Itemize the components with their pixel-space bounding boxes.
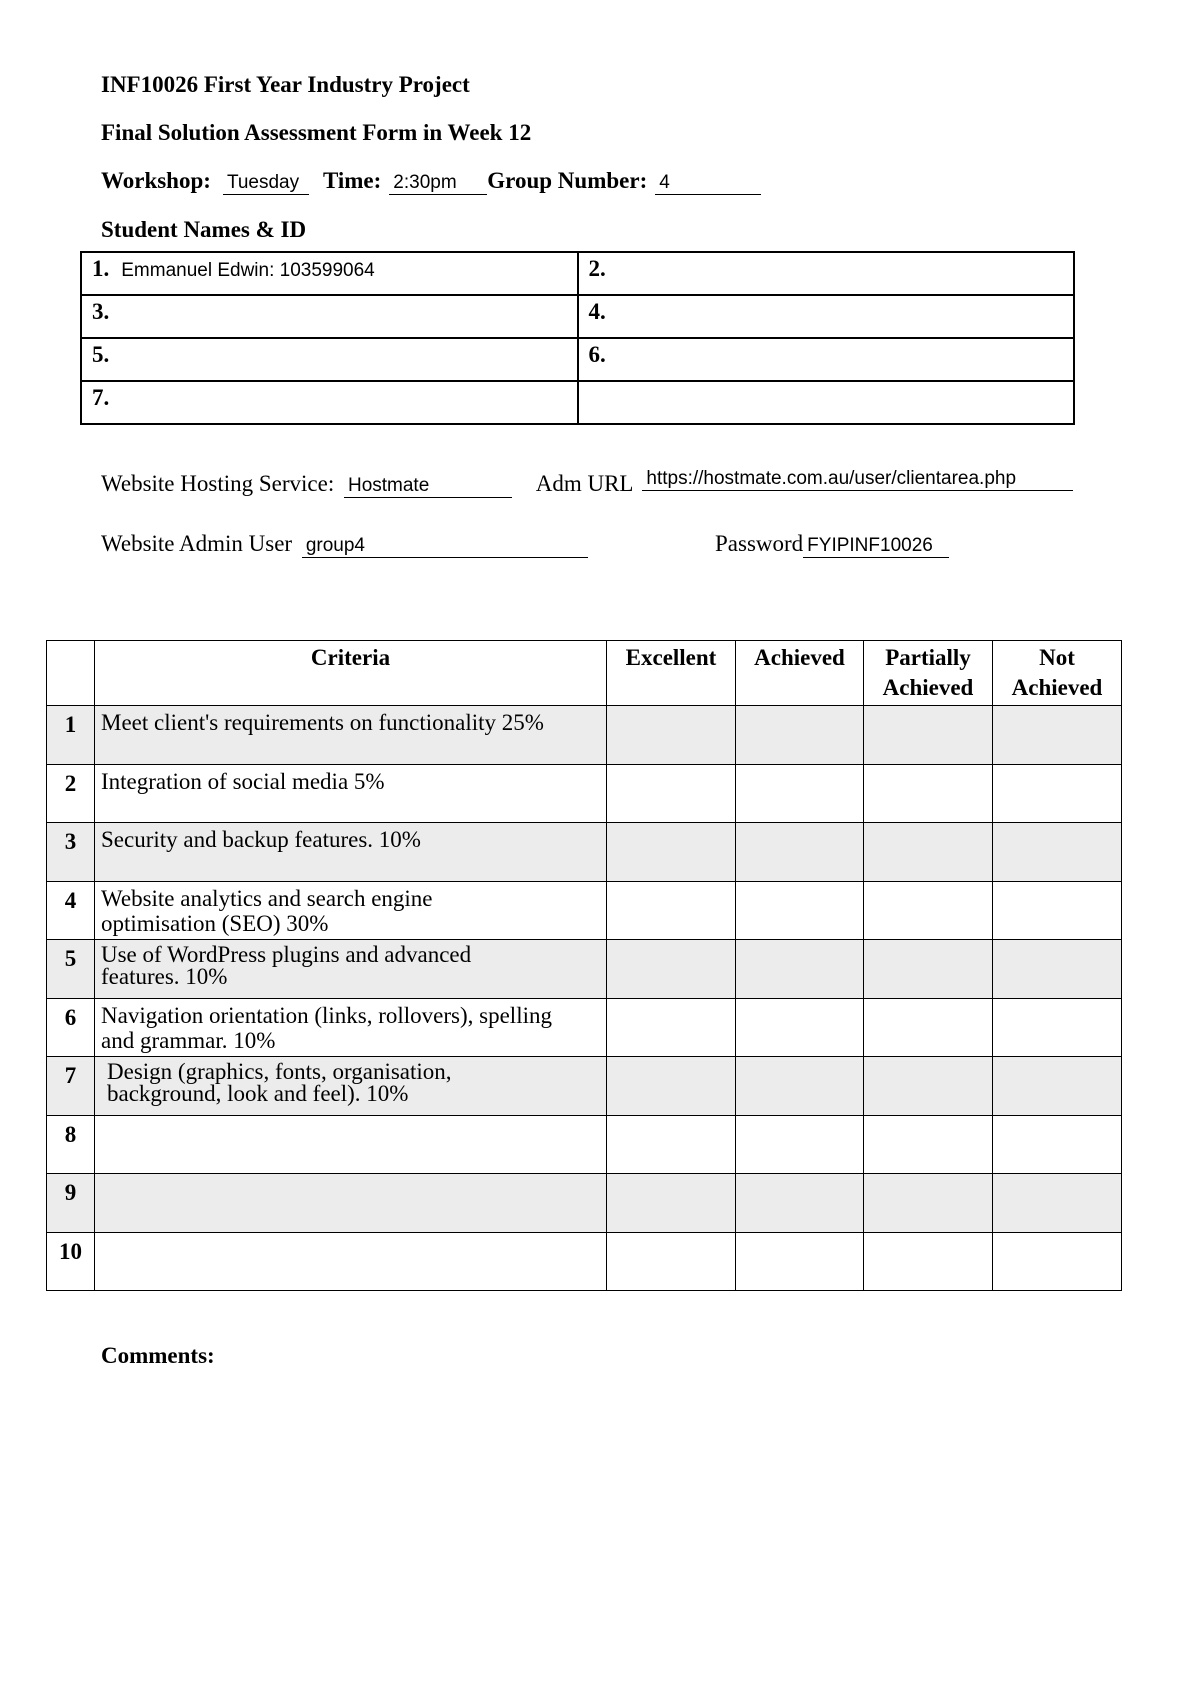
student-number: 7. (92, 385, 110, 410)
achieved-cell[interactable] (736, 764, 864, 823)
row-number: 4 (47, 881, 95, 940)
course-title: INF10026 First Year Industry Project (101, 72, 470, 97)
not-achieved-cell[interactable] (993, 998, 1122, 1057)
table-row (47, 764, 1122, 823)
excellent-cell[interactable] (607, 706, 736, 765)
student-cell[interactable] (81, 252, 578, 295)
achieved-cell[interactable] (736, 1174, 864, 1233)
adm-url-field[interactable]: https://hostmate.com.au/user/clientarea.php (642, 468, 1073, 491)
achieved-cell[interactable] (736, 823, 864, 882)
excellent-cell[interactable] (607, 881, 736, 940)
student-cell[interactable] (578, 338, 1075, 381)
not-achieved-cell[interactable] (993, 1115, 1122, 1174)
table-row (47, 940, 1122, 999)
criteria-text: Meet client's requirements on functionality 25% (95, 706, 607, 765)
not-achieved-cell[interactable] (993, 1232, 1122, 1291)
achieved-cell[interactable] (736, 998, 864, 1057)
student-number: 2. (588, 256, 606, 281)
student-number: 6. (588, 342, 606, 367)
table-row (47, 1232, 1122, 1291)
student-number: 1. (92, 256, 110, 281)
header-number (47, 641, 95, 706)
not-achieved-cell[interactable] (993, 881, 1122, 940)
comments-label: Comments: (101, 1343, 215, 1368)
not-achieved-cell[interactable] (993, 706, 1122, 765)
criteria-table (46, 640, 1122, 1291)
row-number: 3 (47, 823, 95, 882)
student-cell[interactable] (81, 338, 578, 381)
excellent-cell[interactable] (607, 1057, 736, 1116)
workshop-line (101, 168, 761, 195)
criteria-text: Navigation orientation (links, rollovers), spelling and grammar. 10% (95, 998, 607, 1057)
excellent-cell[interactable] (607, 940, 736, 999)
hosting-field[interactable]: Hostmate (344, 475, 512, 498)
student-number: 5. (92, 342, 110, 367)
excellent-cell[interactable] (607, 1174, 736, 1233)
row-number: 8 (47, 1115, 95, 1174)
table-row (47, 1174, 1122, 1233)
row-number: 6 (47, 998, 95, 1057)
table-row (47, 998, 1122, 1057)
admin-user-field[interactable]: group4 (302, 535, 588, 558)
partially-achieved-cell[interactable] (864, 998, 993, 1057)
criteria-text: Integration of social media 5% (95, 764, 607, 823)
achieved-cell[interactable] (736, 1057, 864, 1116)
student-number: 3. (92, 299, 110, 324)
criteria-text: Use of WordPress plugins and advanced features. 10% (95, 940, 607, 999)
criteria-text: Security and backup features. 10% (95, 823, 607, 882)
header-criteria: Criteria (95, 641, 607, 706)
partially-achieved-cell[interactable] (864, 823, 993, 882)
achieved-cell[interactable] (736, 881, 864, 940)
not-achieved-cell[interactable] (993, 823, 1122, 882)
student-name: Emmanuel Edwin: 103599064 (121, 260, 375, 281)
students-heading: Student Names & ID (101, 217, 307, 242)
group-number-label: Group Number: (487, 168, 648, 193)
row-number: 5 (47, 940, 95, 999)
criteria-text[interactable] (95, 1232, 607, 1291)
student-cell[interactable] (578, 295, 1075, 338)
partially-achieved-cell[interactable] (864, 764, 993, 823)
workshop-field[interactable]: Tuesday (223, 172, 309, 195)
adm-url-label: Adm URL (535, 471, 633, 496)
students-table (80, 251, 1075, 425)
table-row (47, 706, 1122, 765)
table-row (47, 881, 1122, 940)
not-achieved-cell[interactable] (993, 764, 1122, 823)
group-number-field[interactable]: 4 (655, 172, 761, 195)
student-cell[interactable] (81, 295, 578, 338)
partially-achieved-cell[interactable] (864, 1232, 993, 1291)
partially-achieved-cell[interactable] (864, 1115, 993, 1174)
student-cell[interactable] (81, 381, 578, 424)
time-label: Time: (322, 168, 382, 193)
partially-achieved-cell[interactable] (864, 881, 993, 940)
row-number: 9 (47, 1174, 95, 1233)
achieved-cell[interactable] (736, 940, 864, 999)
header-partially-achieved: Partially Achieved (864, 641, 993, 706)
achieved-cell[interactable] (736, 706, 864, 765)
workshop-label: Workshop: (101, 168, 211, 193)
header-achieved: Achieved (736, 641, 864, 706)
excellent-cell[interactable] (607, 1115, 736, 1174)
password-line (715, 531, 949, 558)
student-cell[interactable] (578, 252, 1075, 295)
row-number: 2 (47, 764, 95, 823)
excellent-cell[interactable] (607, 998, 736, 1057)
criteria-text[interactable] (95, 1174, 607, 1233)
password-field[interactable]: FYIPINF10026 (803, 535, 949, 558)
form-title: Final Solution Assessment Form in Week 12 (101, 120, 532, 145)
row-number: 10 (47, 1232, 95, 1291)
hosting-label: Website Hosting Service: (101, 471, 335, 496)
achieved-cell[interactable] (736, 1115, 864, 1174)
password-label: Password (715, 531, 804, 556)
not-achieved-cell[interactable] (993, 940, 1122, 999)
row-number: 7 (47, 1057, 95, 1116)
row-number: 1 (47, 706, 95, 765)
not-achieved-cell[interactable] (993, 1174, 1122, 1233)
achieved-cell[interactable] (736, 1232, 864, 1291)
excellent-cell[interactable] (607, 764, 736, 823)
student-cell[interactable] (578, 381, 1075, 424)
partially-achieved-cell[interactable] (864, 706, 993, 765)
table-row (47, 1057, 1122, 1116)
table-row (47, 823, 1122, 882)
student-number: 4. (588, 299, 606, 324)
time-field[interactable]: 2:30pm (389, 172, 487, 195)
excellent-cell[interactable] (607, 823, 736, 882)
header-not-achieved: Not Achieved (993, 641, 1122, 706)
admin-user-line (101, 531, 588, 558)
excellent-cell[interactable] (607, 1232, 736, 1291)
hosting-line (101, 468, 1073, 498)
header-excellent: Excellent (607, 641, 736, 706)
table-row (47, 1115, 1122, 1174)
admin-user-label: Website Admin User (101, 531, 293, 556)
partially-achieved-cell[interactable] (864, 1174, 993, 1233)
partially-achieved-cell[interactable] (864, 1057, 993, 1116)
criteria-text[interactable] (95, 1115, 607, 1174)
criteria-text: Website analytics and search engine optimisation (SEO) 30% (95, 881, 607, 940)
not-achieved-cell[interactable] (993, 1057, 1122, 1116)
criteria-text: Design (graphics, fonts, organisation, background, look and feel). 10% (95, 1057, 607, 1116)
partially-achieved-cell[interactable] (864, 940, 993, 999)
